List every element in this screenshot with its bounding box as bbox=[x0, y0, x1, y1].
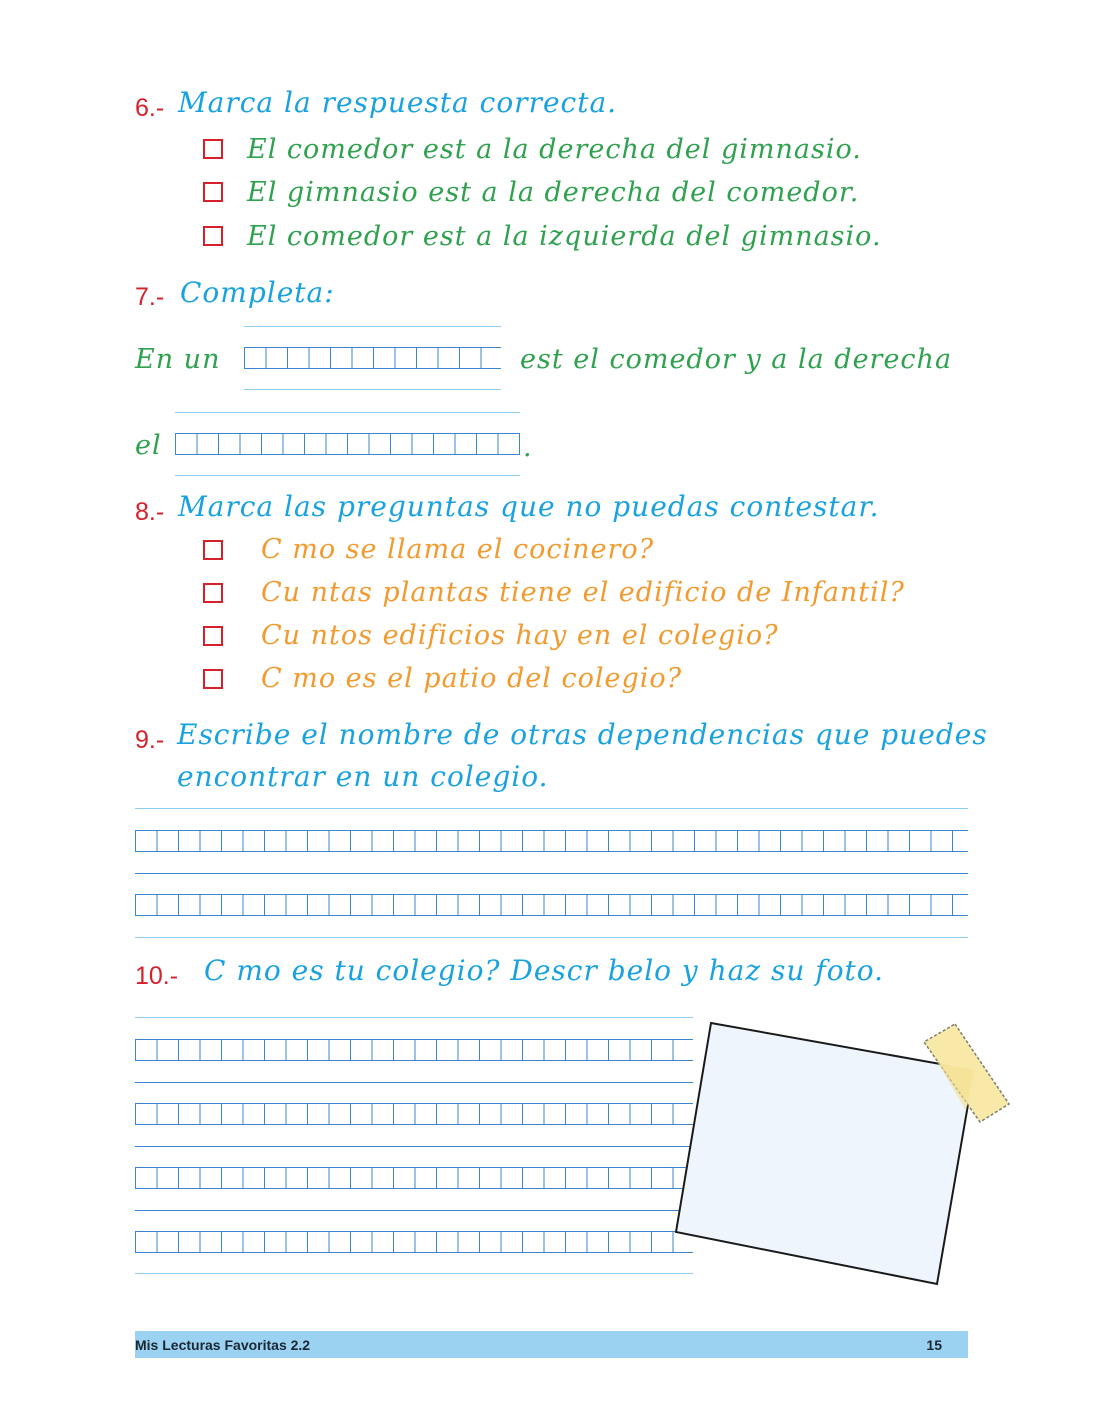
q9-title-line2: encontrar en un colegio. bbox=[177, 760, 549, 793]
q9-title-line1: Escribe el nombre de otras dependencias que puedes bbox=[177, 718, 988, 751]
checkbox[interactable] bbox=[203, 139, 223, 159]
q6-number: 6.- bbox=[135, 94, 165, 122]
checkbox[interactable] bbox=[203, 626, 223, 646]
q8-option[interactable] bbox=[203, 534, 654, 564]
checkbox[interactable] bbox=[203, 226, 223, 246]
q7-line2-end: . bbox=[523, 432, 533, 463]
q6-option-label: El gimnasio est a la derecha del comedor. bbox=[247, 176, 860, 208]
q6-option-label: El comedor est a la derecha del gimnasio. bbox=[247, 133, 862, 165]
q6-title: Marca la respuesta correcta. bbox=[178, 86, 618, 119]
q10-title: C mo es tu colegio? Descr belo y haz su foto. bbox=[204, 954, 885, 987]
q10-write-area[interactable] bbox=[135, 1017, 693, 1274]
checkbox[interactable] bbox=[203, 669, 223, 689]
checkbox[interactable] bbox=[203, 583, 223, 603]
q7-write-field-2[interactable] bbox=[175, 412, 520, 476]
q7-write-field-1[interactable] bbox=[244, 326, 501, 390]
footer-book-title: Mis Lecturas Favoritas 2.2 bbox=[135, 1336, 311, 1353]
q8-option-label: C mo se llama el cocinero? bbox=[261, 533, 655, 565]
q7-title: Completa: bbox=[180, 276, 335, 309]
q8-option-label: C mo es el patio del colegio? bbox=[261, 662, 683, 694]
q10-number: 10.- bbox=[135, 962, 179, 990]
q9-write-area[interactable] bbox=[135, 808, 968, 938]
q7-line1-start: En un bbox=[135, 344, 221, 375]
footer-page-number: 15 bbox=[926, 1336, 942, 1353]
q8-title: Marca las preguntas que no puedas contestar. bbox=[178, 490, 880, 523]
q6-option-label: El comedor est a la izquierda del gimnasio. bbox=[247, 220, 882, 252]
footer-bar bbox=[135, 1331, 968, 1358]
q9-number: 9.- bbox=[135, 726, 165, 754]
q8-option[interactable] bbox=[203, 620, 779, 650]
q7-line2-start: el bbox=[135, 430, 162, 461]
q7-number: 7.- bbox=[135, 283, 165, 311]
q8-option[interactable] bbox=[203, 663, 682, 693]
q6-option[interactable] bbox=[203, 134, 862, 164]
q8-number: 8.- bbox=[135, 498, 165, 526]
q7-line1-end: est el comedor y a la derecha bbox=[520, 344, 953, 375]
q6-option[interactable] bbox=[203, 177, 859, 207]
checkbox[interactable] bbox=[203, 182, 223, 202]
q6-option[interactable] bbox=[203, 221, 882, 251]
checkbox[interactable] bbox=[203, 540, 223, 560]
q8-option-label: Cu ntas plantas tiene el edificio de Infantil? bbox=[261, 576, 905, 608]
q8-option-label: Cu ntos edificios hay en el colegio? bbox=[261, 619, 779, 651]
photo-placeholder bbox=[676, 1023, 974, 1284]
q8-option[interactable] bbox=[203, 577, 905, 607]
photo-frame[interactable] bbox=[670, 1018, 1015, 1290]
